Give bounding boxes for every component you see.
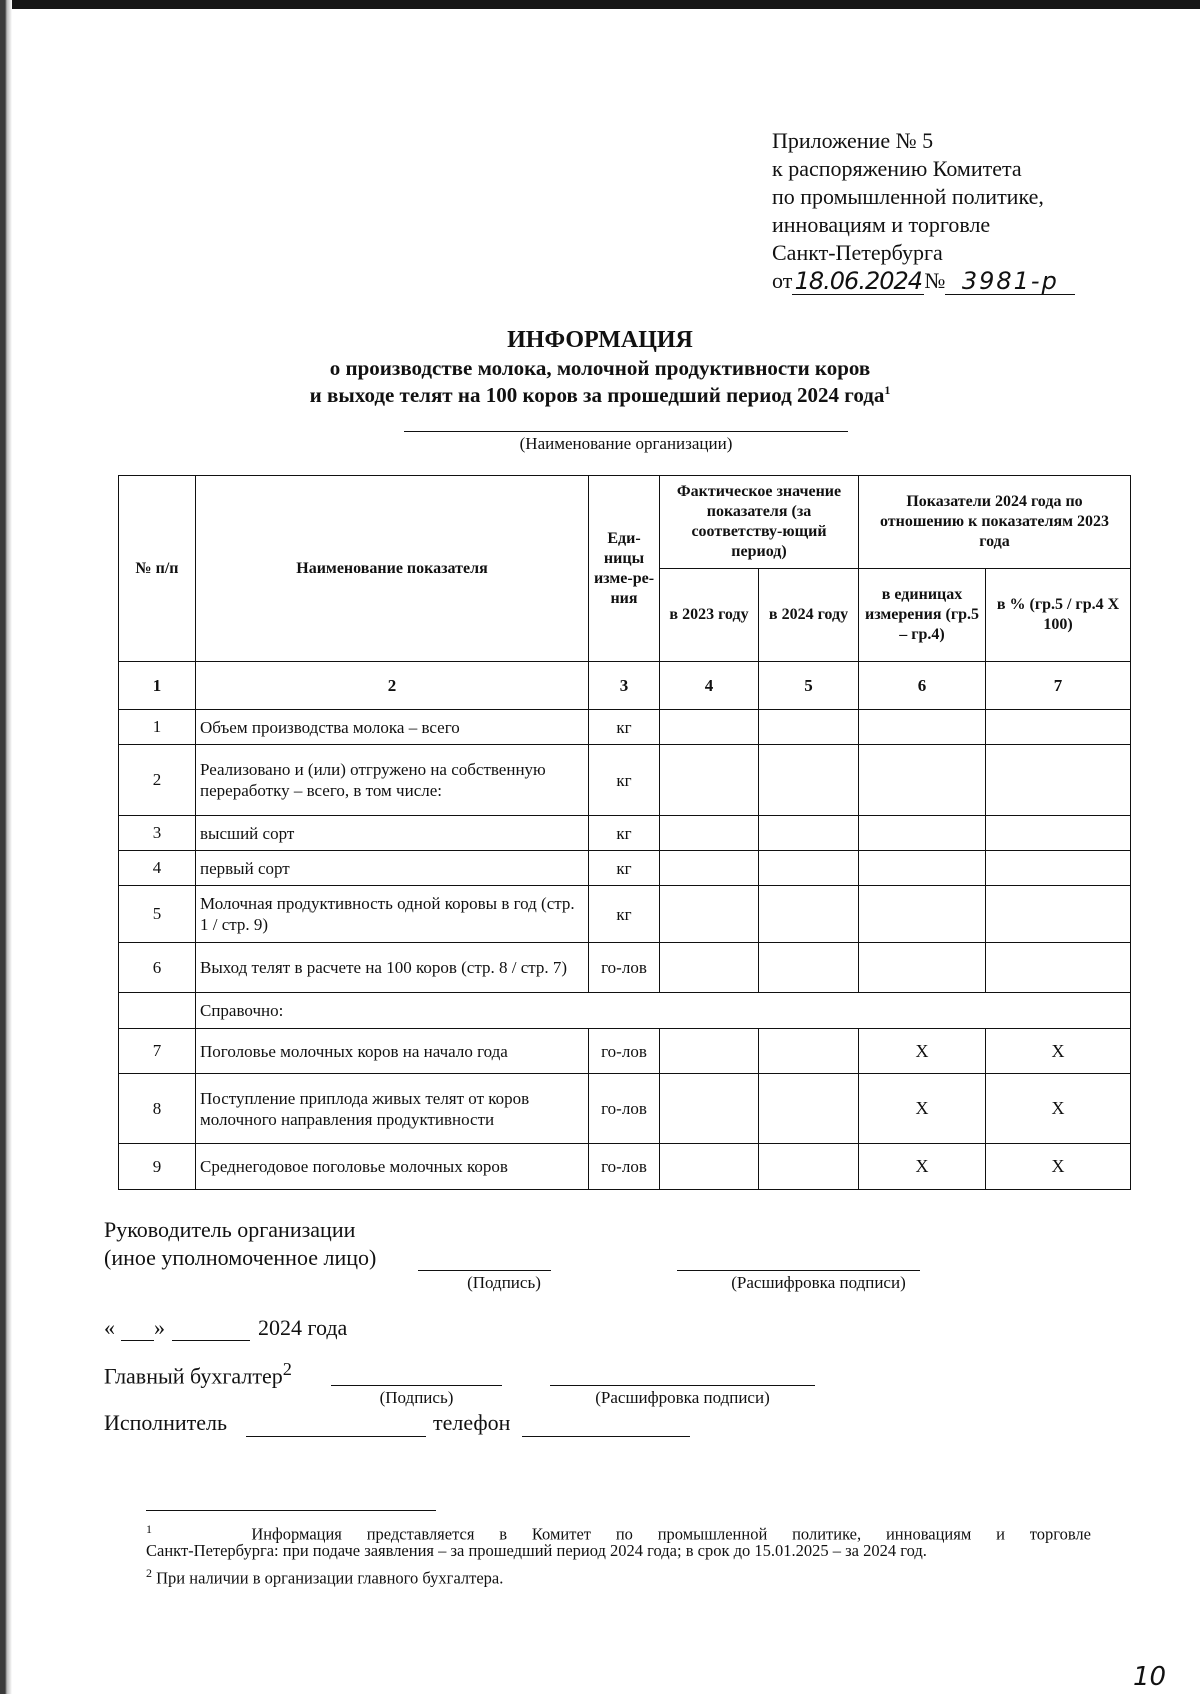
row-unit: кг [589, 816, 660, 851]
row-name: Реализовано и (или) отгружено на собственную переработку – всего, в том числе: [196, 745, 589, 816]
row-num: 1 [119, 710, 196, 745]
date-month-line[interactable] [172, 1340, 250, 1341]
document-subtitle-line1: о производстве молока, молочной продуктивности коров [329, 356, 871, 380]
diff-cell[interactable] [859, 710, 986, 745]
phone-line[interactable] [522, 1436, 690, 1437]
footnote-2-mark: 2 [146, 1566, 152, 1580]
header-unit: Еди-ницы изме-ре-ния [589, 476, 660, 662]
footnote-1-text: Информация представляется в Комитет по промышленной политике, инновациям и торговле [251, 1524, 1091, 1544]
value-2023-cell[interactable] [660, 710, 759, 745]
subtitle-text: и выходе телят на 100 коров за прошедший период 2024 года [309, 383, 885, 407]
chief-decode-line[interactable] [550, 1385, 815, 1386]
executor-label: Исполнитель [104, 1410, 228, 1435]
header-num: № п/п [119, 476, 196, 662]
chief-accountant-text: Главный бухгалтер [104, 1363, 283, 1389]
table-row [119, 1144, 1131, 1190]
date-open-quote: « [104, 1315, 115, 1340]
percent-cell[interactable] [986, 710, 1131, 745]
row-num: 2 [119, 745, 196, 816]
document-subtitle-line2 [0, 383, 1200, 408]
column-numbers-row [119, 662, 1131, 710]
value-2024-cell[interactable] [759, 943, 859, 993]
scan-top-edge [0, 0, 1200, 9]
row-name: Молочная продуктивность одной коровы в год (стр. 1 / стр. 9) [196, 886, 589, 943]
row-num: 7 [119, 1029, 196, 1074]
org-name-caption: (Наименование организации) [519, 434, 733, 453]
date-prefix: от [772, 268, 793, 293]
percent-cell[interactable] [986, 851, 1131, 886]
percent-cell: X [986, 1074, 1131, 1144]
scan-left-edge [0, 0, 12, 1694]
head-label-line1: Руководитель организации [104, 1217, 356, 1242]
annex-date-number [772, 267, 1075, 295]
footnote-separator [146, 1510, 436, 1511]
value-2023-cell[interactable] [660, 745, 759, 816]
value-2023-cell[interactable] [660, 1029, 759, 1074]
col-number: 2 [196, 662, 589, 710]
diff-cell[interactable] [859, 816, 986, 851]
row-num: 6 [119, 943, 196, 993]
value-2024-cell[interactable] [759, 745, 859, 816]
row-num: 9 [119, 1144, 196, 1190]
annex-line: по промышленной политике, [772, 184, 1044, 209]
row-name: Объем производства молока – всего [196, 710, 589, 745]
col-number: 5 [759, 662, 859, 710]
header-name: Наименование показателя [196, 476, 589, 662]
percent-cell[interactable] [986, 886, 1131, 943]
row-unit: го-лов [589, 1074, 660, 1144]
document-title: ИНФОРМАЦИЯ [507, 327, 693, 353]
value-2024-cell[interactable] [759, 851, 859, 886]
diff-cell: X [859, 1144, 986, 1190]
row-name: первый сорт [196, 851, 589, 886]
row-num [119, 993, 196, 1029]
header-percent: в % (гр.5 / гр.4 Х 100) [986, 569, 1131, 662]
head-decode-line[interactable] [677, 1270, 920, 1271]
row-num: 8 [119, 1074, 196, 1144]
value-2024-cell[interactable] [759, 816, 859, 851]
percent-cell: X [986, 1029, 1131, 1074]
value-2023-cell[interactable] [660, 1144, 759, 1190]
value-2024-cell[interactable] [759, 1074, 859, 1144]
header-actual: Фактическое значение показателя (за соответству-ющий период) [660, 476, 859, 569]
col-number: 3 [589, 662, 660, 710]
col-number: 7 [986, 662, 1131, 710]
chief-decode-caption: (Расшифровка подписи) [595, 1388, 770, 1407]
row-unit: кг [589, 745, 660, 816]
head-decode-caption: (Расшифровка подписи) [731, 1273, 906, 1292]
footnote-2-text: При наличии в организации главного бухгалтера. [156, 1568, 504, 1588]
percent-cell: X [986, 1144, 1131, 1190]
percent-cell[interactable] [986, 816, 1131, 851]
table-row [119, 816, 1131, 851]
col-number: 1 [119, 662, 196, 710]
percent-cell[interactable] [986, 943, 1131, 993]
header-ratio: Показатели 2024 года по отношению к показателям 2023 года [859, 476, 1131, 569]
row-unit: кг [589, 710, 660, 745]
row-name: высший сорт [196, 816, 589, 851]
value-2024-cell[interactable] [759, 1144, 859, 1190]
head-signature-caption: (Подпись) [467, 1273, 541, 1292]
col-number: 6 [859, 662, 986, 710]
head-signature-line[interactable] [418, 1270, 551, 1271]
handwritten-date: 18.06.2024 [792, 268, 924, 295]
footnote-2 [146, 1562, 1091, 1590]
value-2023-cell[interactable] [660, 816, 759, 851]
table-row [119, 1029, 1131, 1074]
table-row [119, 943, 1131, 993]
value-2024-cell[interactable] [759, 710, 859, 745]
value-2023-cell[interactable] [660, 1074, 759, 1144]
diff-cell[interactable] [859, 851, 986, 886]
date-close-quote: » [154, 1315, 165, 1340]
annex-line: Санкт-Петербурга [772, 240, 943, 265]
table-row [119, 886, 1131, 943]
annex-line: Приложение № 5 [772, 128, 934, 153]
chief-signature-caption: (Подпись) [379, 1388, 454, 1407]
footnote-1-mark: 1 [146, 1522, 152, 1536]
row-name: Выход телят в расчете на 100 коров (стр. 8 / стр. 7) [196, 943, 589, 993]
value-2024-cell[interactable] [759, 886, 859, 943]
footnote-ref-2: 2 [282, 1359, 292, 1379]
header-2023: в 2023 году [660, 569, 759, 662]
footnote-1-continued: Санкт-Петербурга: при подаче заявления – за прошедший период 2024 года; в срок до 15.01.2025 – за 2024 год. [146, 1541, 927, 1560]
annex-line: к распоряжению Комитета [772, 156, 1022, 181]
percent-cell[interactable] [986, 745, 1131, 816]
diff-cell[interactable] [859, 943, 986, 993]
diff-cell[interactable] [859, 886, 986, 943]
row-num: 3 [119, 816, 196, 851]
diff-cell[interactable] [859, 745, 986, 816]
table-row [119, 745, 1131, 816]
page-number: 10 [1133, 1662, 1167, 1692]
number-prefix: № [924, 268, 946, 293]
table-row [119, 1074, 1131, 1144]
table-row [119, 710, 1131, 745]
table-row [119, 851, 1131, 886]
header-units-diff: в единицах измерения (гр.5 – гр.4) [859, 569, 986, 662]
row-num: 4 [119, 851, 196, 886]
executor-line[interactable] [246, 1436, 426, 1437]
value-2023-cell[interactable] [660, 943, 759, 993]
col-number: 4 [660, 662, 759, 710]
row-unit: кг [589, 851, 660, 886]
value-2023-cell[interactable] [660, 851, 759, 886]
handwritten-number: 3981-р [945, 268, 1075, 295]
diff-cell: X [859, 1074, 986, 1144]
value-2024-cell[interactable] [759, 1029, 859, 1074]
row-unit: го-лов [589, 1144, 660, 1190]
row-unit: кг [589, 886, 660, 943]
row-name: Поголовье молочных коров на начало года [196, 1029, 589, 1074]
value-2023-cell[interactable] [660, 886, 759, 943]
date-day-line[interactable] [121, 1340, 154, 1341]
diff-cell: X [859, 1029, 986, 1074]
chief-accountant-label [104, 1359, 292, 1389]
header-2024: в 2024 году [759, 569, 859, 662]
phone-label: телефон [433, 1410, 511, 1435]
head-label-line2: (иное уполномоченное лицо) [104, 1245, 377, 1270]
table-row-reference [119, 993, 1131, 1029]
footnote-ref-1: 1 [884, 383, 891, 397]
row-num: 5 [119, 886, 196, 943]
org-name-line [404, 431, 848, 432]
row-name: Среднегодовое поголовье молочных коров [196, 1144, 589, 1190]
date-year: 2024 года [258, 1315, 348, 1340]
row-unit: го-лов [589, 1029, 660, 1074]
row-name: Поступление приплода живых телят от коров молочного направления продуктивности [196, 1074, 589, 1144]
row-unit: го-лов [589, 943, 660, 993]
annex-header [772, 127, 1075, 295]
row-name: Справочно: [196, 993, 1131, 1029]
indicators-table [118, 475, 1131, 1190]
annex-line: инновациям и торговле [772, 212, 991, 237]
chief-signature-line[interactable] [331, 1385, 502, 1386]
